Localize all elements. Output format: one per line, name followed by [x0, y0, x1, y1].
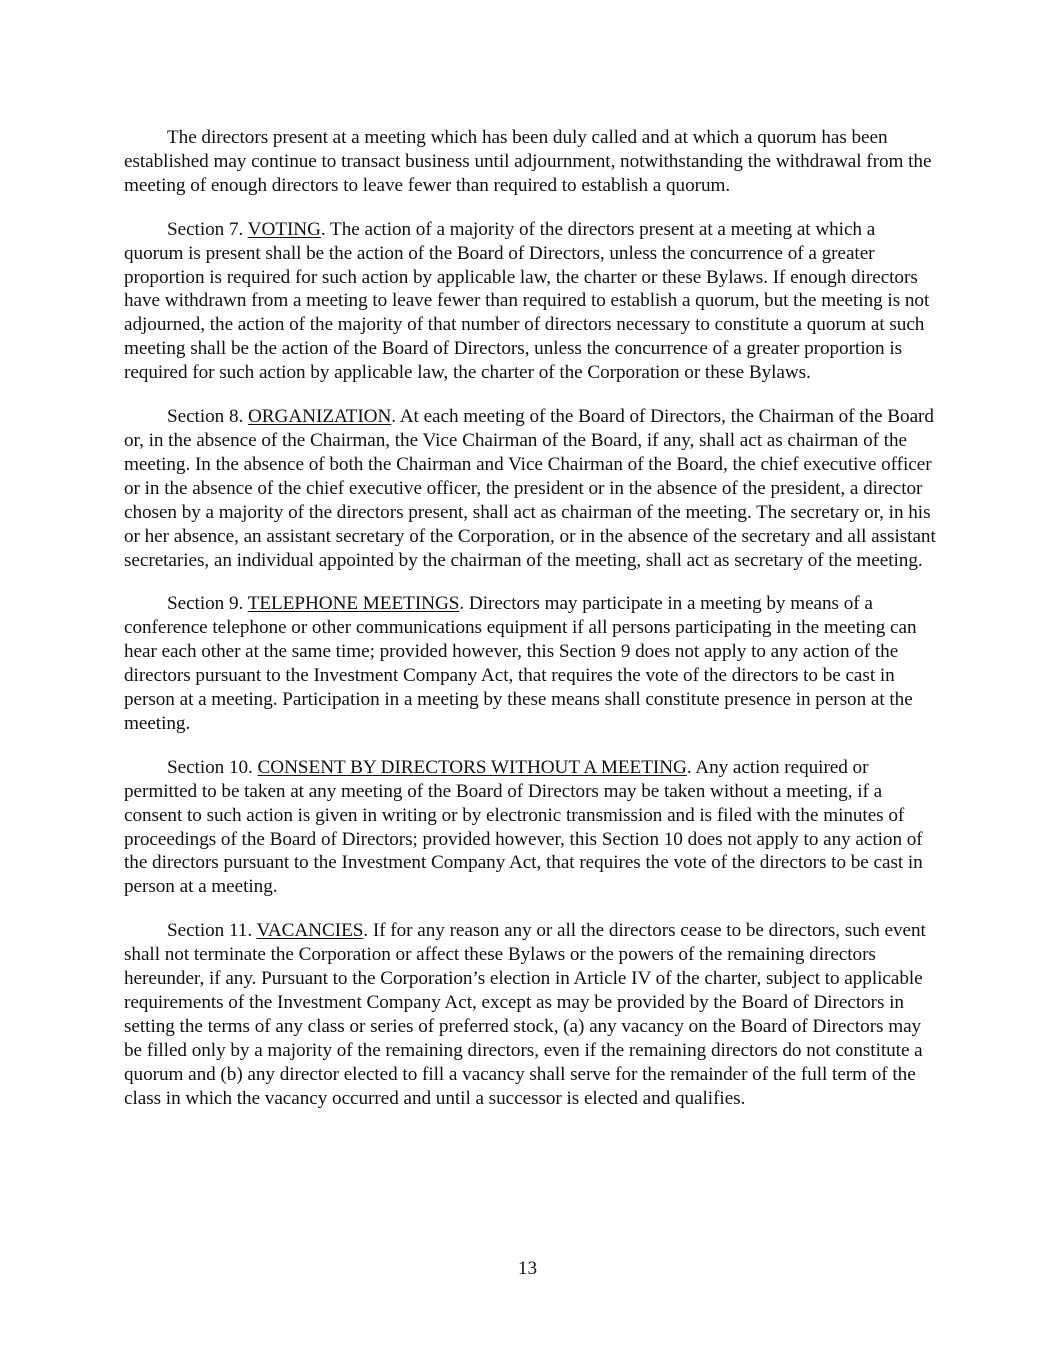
paragraph-quorum-continuation [124, 126, 936, 198]
paragraph-section-9-telephone-meetings [124, 592, 936, 735]
section-number: Section 7. [167, 218, 248, 240]
section-heading-voting: VOTING [247, 218, 321, 240]
section-number: Section 11. [167, 920, 257, 942]
paragraph-text: . At each meeting of the Board of Directors, the Chairman of the Board or, in the absence of the Chairman, the Vice Chairman of the Board, if any, shall act as chairman of the meeting. In the absence of both the Chairman and Vice Chairman of the Board, the chief executive officer or in the absence of the chief executive officer, the president or in the absence of the president, a director chosen by a majority of the directors present, shall act as chairman of the meeting. The secretary or, in his or her absence, an assistant secretary of the Corporation, or in the absence of the secretary and all assistant secretaries, an individual appointed by the chairman of the meeting, shall act as secretary of the meeting. [124, 406, 936, 571]
section-heading-organization: ORGANIZATION [248, 406, 392, 428]
section-number: Section 9. [167, 593, 248, 615]
paragraph-text: . Directors may participate in a meeting by means of a conference telephone or other communications equipment if all persons participating in the meeting can hear each other at the same time; provided however, this Section 9 does not apply to any action of the directors pursuant to the Investment Company Act, that requires the vote of the directors to be cast in person at a meeting. Participation in a meeting by these means shall constitute presence in person at the meeting. [124, 593, 917, 734]
paragraph-section-11-vacancies [124, 919, 936, 1110]
paragraph-text: . The action of a majority of the directors present at a meeting at which a quorum is present shall be the action of the Board of Directors, unless the concurrence of a greater proportion is required for such action by applicable law, the charter or these Bylaws. If enough directors have withdrawn from a meeting to leave fewer than required to establish a quorum, but the meeting is not adjourned, the action of the majority of that number of directors necessary to constitute a quorum at such meeting shall be the action of the Board of Directors, unless the concurrence of a greater proportion is required for such action by applicable law, the charter of the Corporation or these Bylaws. [124, 218, 930, 384]
paragraph-section-8-organization [124, 405, 936, 572]
section-number: Section 10. [167, 756, 258, 778]
paragraph-section-10-consent [124, 756, 936, 899]
section-number: Section 8. [167, 406, 248, 428]
section-heading-vacancies: VACANCIES [256, 920, 364, 942]
document-body [124, 126, 936, 1131]
paragraph-text: . If for any reason any or all the directors cease to be directors, such event shall not terminate the Corporation or affect these Bylaws or the powers of the remaining directors hereunder, if any. Pursuant to the Corporation’s election in Article IV of the charter, subject to applicable requirements of the Investment Company Act, except as may be provided by the Board of Directors in setting the terms of any class or series of preferred stock, (a) any vacancy on the Board of Directors may be filled only by a majority of the remaining directors, even if the remaining directors do not constitute a quorum and (b) any director elected to fill a vacancy shall serve for the remainder of the full term of the class in which the vacancy occurred and until a successor is elected and qualifies. [124, 920, 926, 1109]
section-heading-consent-without-meeting: CONSENT BY DIRECTORS WITHOUT A MEETING [257, 756, 687, 778]
paragraph-text: . Any action required or permitted to be taken at any meeting of the Board of Directors may be taken without a meeting, if a consent to such action is given in writing or by electronic transmission and is filed with the minutes of proceedings of the Board of Directors; provided however, this Section 10 does not apply to any action of the directors pursuant to the Investment Company Act, that requires the vote of the directors to be cast in person at a meeting. [124, 756, 923, 898]
paragraph-section-7-voting [124, 218, 936, 385]
paragraph-text: The directors present at a meeting which has been duly called and at which a quorum has been established may continue to transact business until adjournment, notwithstanding the withdrawal from the meeting of enough directors to leave fewer than required to establish a quorum. [124, 127, 932, 196]
section-heading-telephone-meetings: TELEPHONE MEETINGS [247, 593, 460, 615]
page-number: 13 [517, 1258, 538, 1279]
